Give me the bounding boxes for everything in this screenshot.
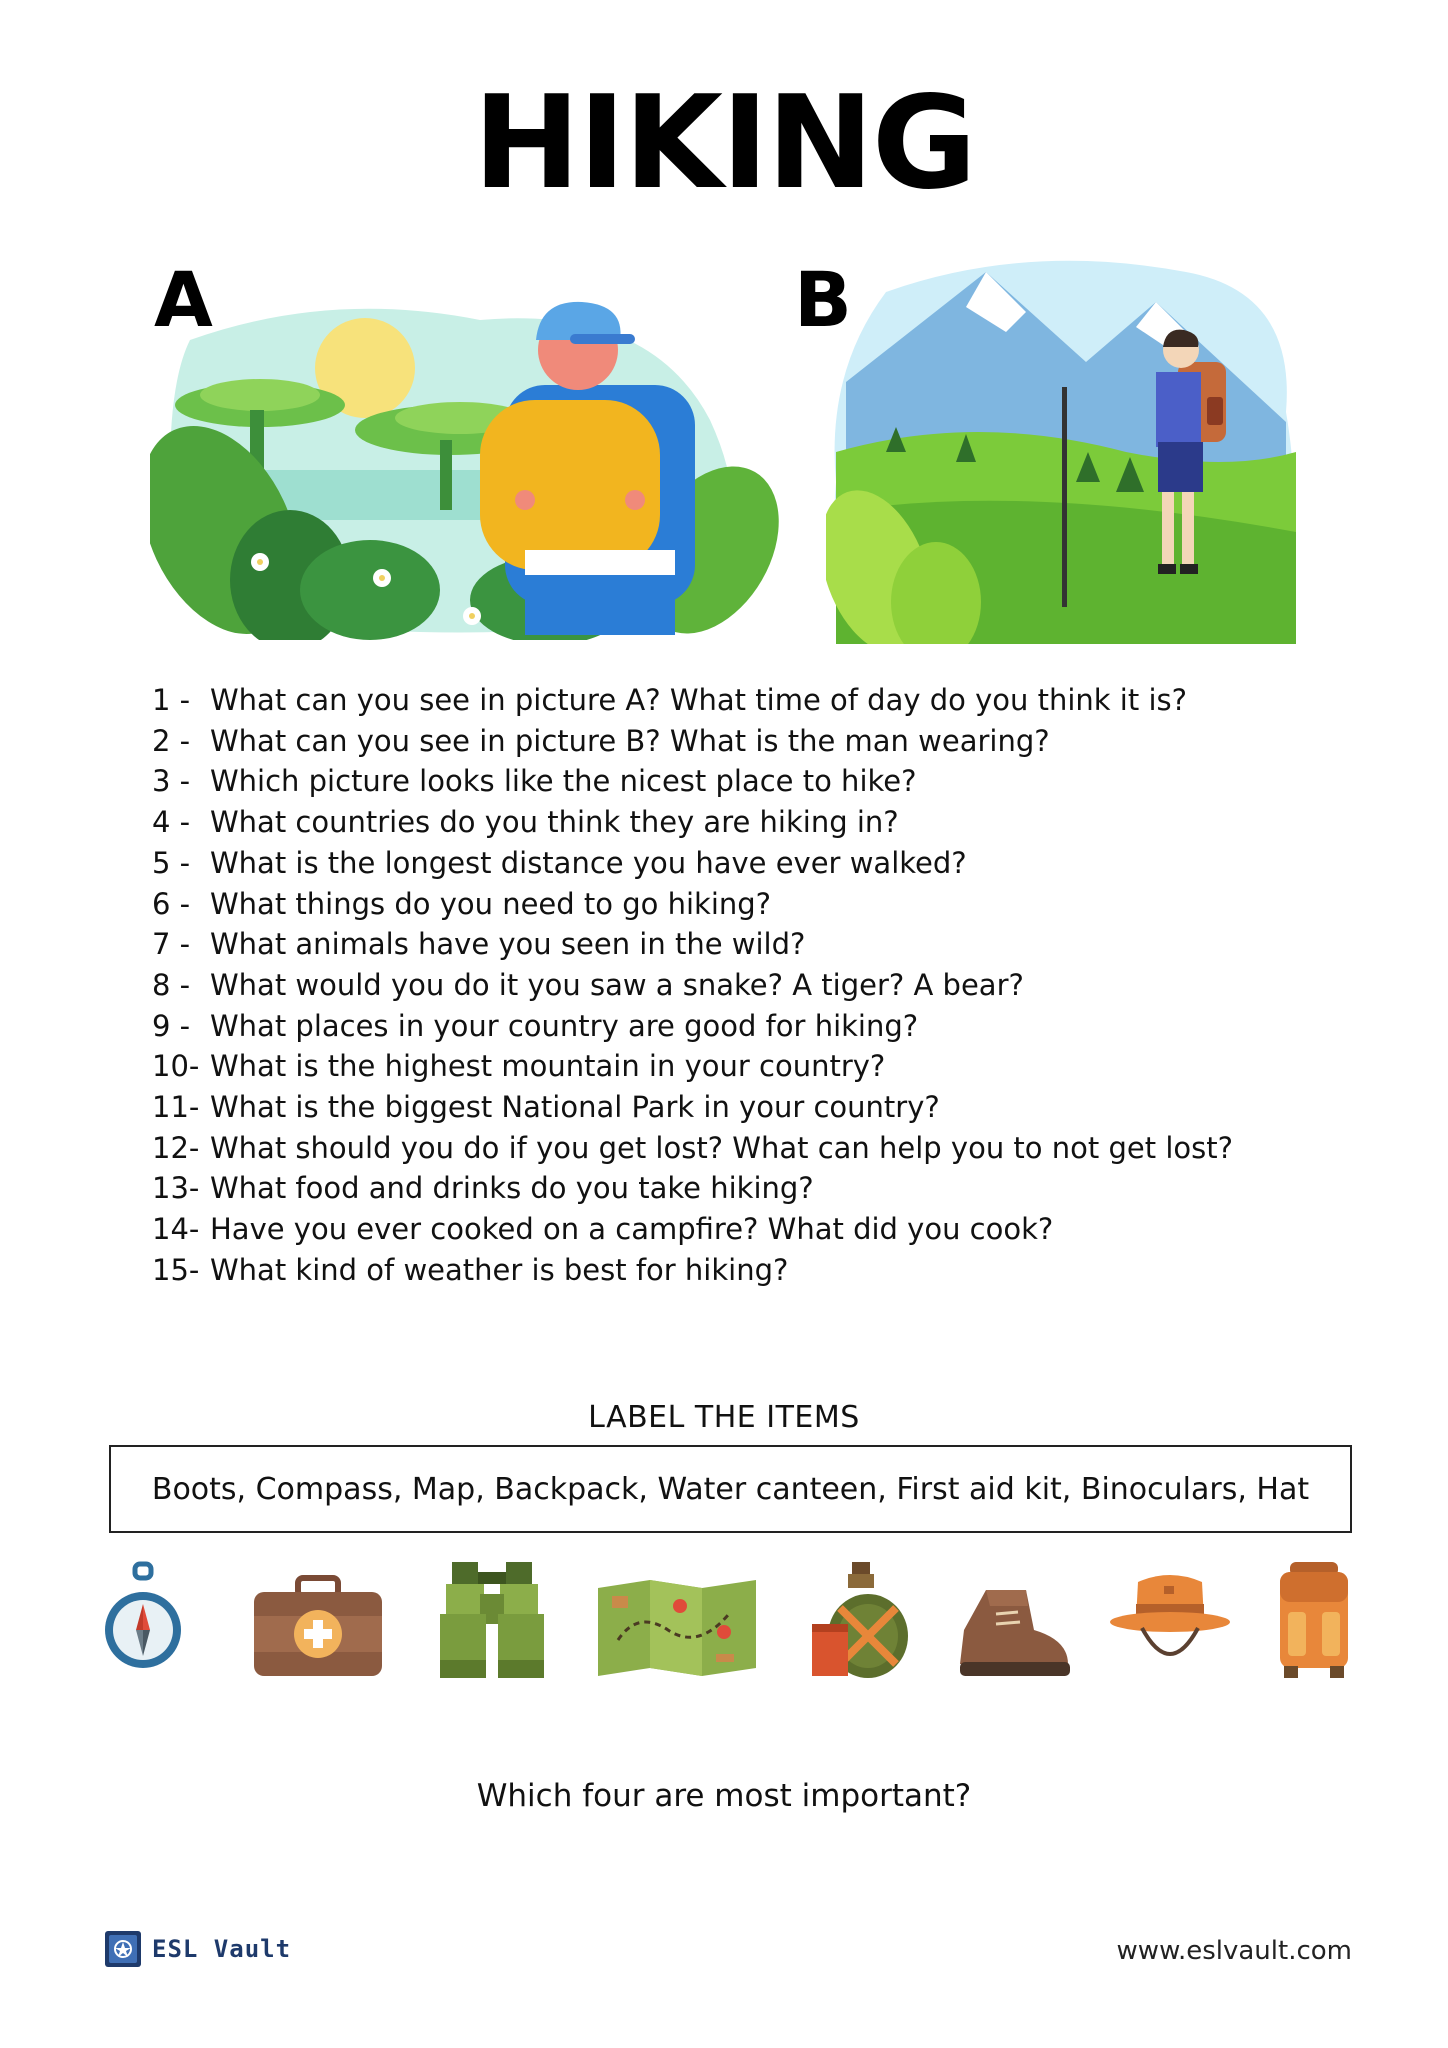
question-item bbox=[152, 884, 1233, 925]
question-text: What is the highest mountain in your country? bbox=[210, 1049, 886, 1084]
question-number: 7 - bbox=[152, 927, 191, 962]
compass-icon bbox=[100, 1560, 186, 1680]
brand-name: ESL Vault bbox=[152, 1935, 292, 1963]
question-item bbox=[152, 924, 1233, 965]
esl-vault-logo bbox=[104, 1930, 291, 1968]
question-text: What can you see in picture A? What time of day do you think it is? bbox=[210, 683, 1188, 717]
question-text: What is the biggest National Park in your country? bbox=[210, 1090, 940, 1125]
question-number: 15- bbox=[152, 1252, 200, 1287]
question-number: 8 - bbox=[152, 967, 191, 1002]
hiker-jungle-illustration bbox=[150, 300, 790, 640]
question-number: 12- bbox=[152, 1130, 200, 1165]
website-url[interactable]: www.eslvault.com bbox=[1116, 1936, 1352, 1966]
word-bank-text: Boots, Compass, Map, Backpack, Water canteen, First aid kit, Binoculars, Hat bbox=[151, 1471, 1310, 1507]
question-item bbox=[152, 1006, 1233, 1047]
question-item bbox=[152, 802, 1233, 843]
question-text: What places in your country are good for hiking? bbox=[210, 1008, 919, 1043]
question-number: 14- bbox=[152, 1212, 200, 1247]
question-item bbox=[152, 965, 1233, 1006]
question-number: 2 - bbox=[152, 723, 191, 758]
question-number: 5 - bbox=[152, 845, 191, 880]
question-number: 10- bbox=[152, 1049, 200, 1084]
question-item bbox=[152, 721, 1233, 762]
question-number: 9 - bbox=[152, 1008, 191, 1043]
question-item bbox=[152, 1209, 1233, 1250]
question-number: 6 - bbox=[152, 886, 191, 921]
question-text: What animals have you seen in the wild? bbox=[210, 927, 806, 962]
question-text: What food and drinks do you take hiking? bbox=[210, 1171, 814, 1206]
question-text: What would you do it you saw a snake? A tiger? A bear? bbox=[210, 967, 1024, 1002]
mountain-hiker-illustration bbox=[826, 252, 1310, 644]
water-canteen-icon bbox=[810, 1560, 910, 1680]
map-icon bbox=[598, 1560, 756, 1680]
label-items-heading: LABEL THE ITEMS bbox=[588, 1400, 860, 1435]
vault-shield-icon bbox=[104, 1930, 142, 1968]
question-text: What can you see in picture B? What is the man wearing? bbox=[210, 723, 1050, 758]
discussion-questions bbox=[152, 680, 1233, 1291]
question-item bbox=[152, 1046, 1233, 1087]
question-text: Which picture looks like the nicest place to hike? bbox=[210, 764, 917, 799]
question-item bbox=[152, 1128, 1233, 1169]
question-item bbox=[152, 1087, 1233, 1128]
question-item bbox=[152, 1168, 1233, 1209]
question-item bbox=[152, 1250, 1233, 1291]
question-number: 13- bbox=[152, 1171, 200, 1206]
question-number: 4 - bbox=[152, 805, 191, 840]
question-number: 11- bbox=[152, 1090, 200, 1125]
picture-b-label: B bbox=[794, 255, 852, 344]
question-item bbox=[152, 843, 1233, 884]
question-number: 1 - bbox=[152, 683, 191, 717]
question-text: What things do you need to go hiking? bbox=[210, 886, 772, 921]
word-bank-box bbox=[109, 1445, 1352, 1533]
boot-icon bbox=[956, 1560, 1072, 1680]
question-text: What is the longest distance you have ever walked? bbox=[210, 845, 967, 880]
question-text: What kind of weather is best for hiking? bbox=[210, 1252, 789, 1287]
page-title: HIKING bbox=[473, 69, 975, 218]
picture-a-label: A bbox=[154, 255, 213, 344]
backpack-icon bbox=[1276, 1560, 1352, 1680]
binoculars-icon bbox=[440, 1560, 544, 1680]
question-text: What countries do you think they are hiking in? bbox=[210, 805, 899, 840]
question-number: 3 - bbox=[152, 764, 191, 799]
hat-icon bbox=[1108, 1560, 1232, 1680]
question-text: Have you ever cooked on a campfire? What did you cook? bbox=[210, 1212, 1054, 1247]
final-question: Which four are most important? bbox=[476, 1778, 972, 1814]
question-text: What should you do if you get lost? What can help you to not get lost? bbox=[210, 1130, 1233, 1165]
question-item bbox=[152, 761, 1233, 802]
question-item bbox=[152, 680, 1233, 721]
first-aid-kit-icon bbox=[252, 1560, 384, 1680]
